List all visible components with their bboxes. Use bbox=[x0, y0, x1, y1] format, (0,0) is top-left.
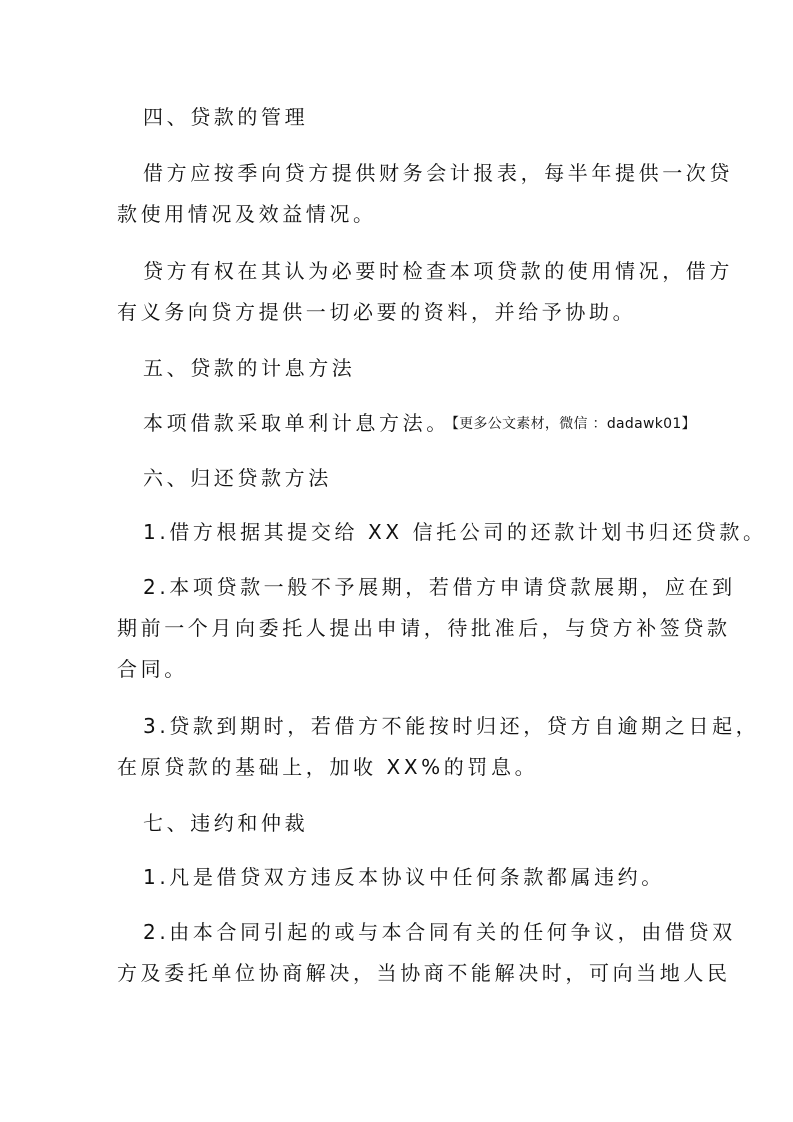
section-heading-loan-management: 四、贷款的管理 bbox=[143, 105, 309, 129]
paragraph-line: 贷方有权在其认为必要时检查本项贷款的使用情况，借方 bbox=[143, 259, 733, 283]
list-item-line: 2.本项贷款一般不予展期，若借方申请贷款展期，应在到 bbox=[143, 575, 736, 599]
list-item-line: 期前一个月向委托人提出申请，待批准后，与贷方补签贷款 bbox=[117, 616, 731, 640]
paragraph-text: 本项借款采取单利计息方法。 bbox=[143, 411, 450, 435]
list-item-line: 2.由本合同引起的或与本合同有关的任何争议，由借贷双 bbox=[143, 920, 736, 944]
paragraph-line: 有义务向贷方提供一切必要的资料，并给予协助。 bbox=[117, 300, 637, 324]
section-heading-breach-arbitration: 七、违约和仲裁 bbox=[143, 811, 309, 835]
list-item-line: 1.凡是借贷双方违反本协议中任何条款都属违约。 bbox=[143, 865, 665, 889]
section-heading-interest-method: 五、贷款的计息方法 bbox=[143, 356, 356, 380]
list-item-line: 方及委托单位协商解决，当协商不能解决时，可向当地人民 bbox=[117, 961, 731, 985]
promo-note: 【更多公文素材，微信 ：dadawk01】 bbox=[451, 416, 696, 432]
section-heading-repayment-method: 六、归还贷款方法 bbox=[143, 466, 332, 490]
paragraph-line: 借方应按季向贷方提供财务会计报表，每半年提供一次贷 bbox=[143, 161, 733, 185]
list-item-line: 1.借方根据其提交给 XX 信托公司的还款计划书归还贷款。 bbox=[143, 520, 767, 544]
paragraph-line-with-note bbox=[143, 410, 696, 437]
list-item-line: 3.贷款到期时，若借方不能按时归还，贷方自逾期之日起， bbox=[143, 714, 760, 738]
paragraph-line: 款使用情况及效益情况。 bbox=[117, 202, 377, 226]
list-item-line: 合同。 bbox=[117, 657, 188, 681]
list-item-line: 在原贷款的基础上，加收 XX%的罚息。 bbox=[117, 755, 539, 779]
